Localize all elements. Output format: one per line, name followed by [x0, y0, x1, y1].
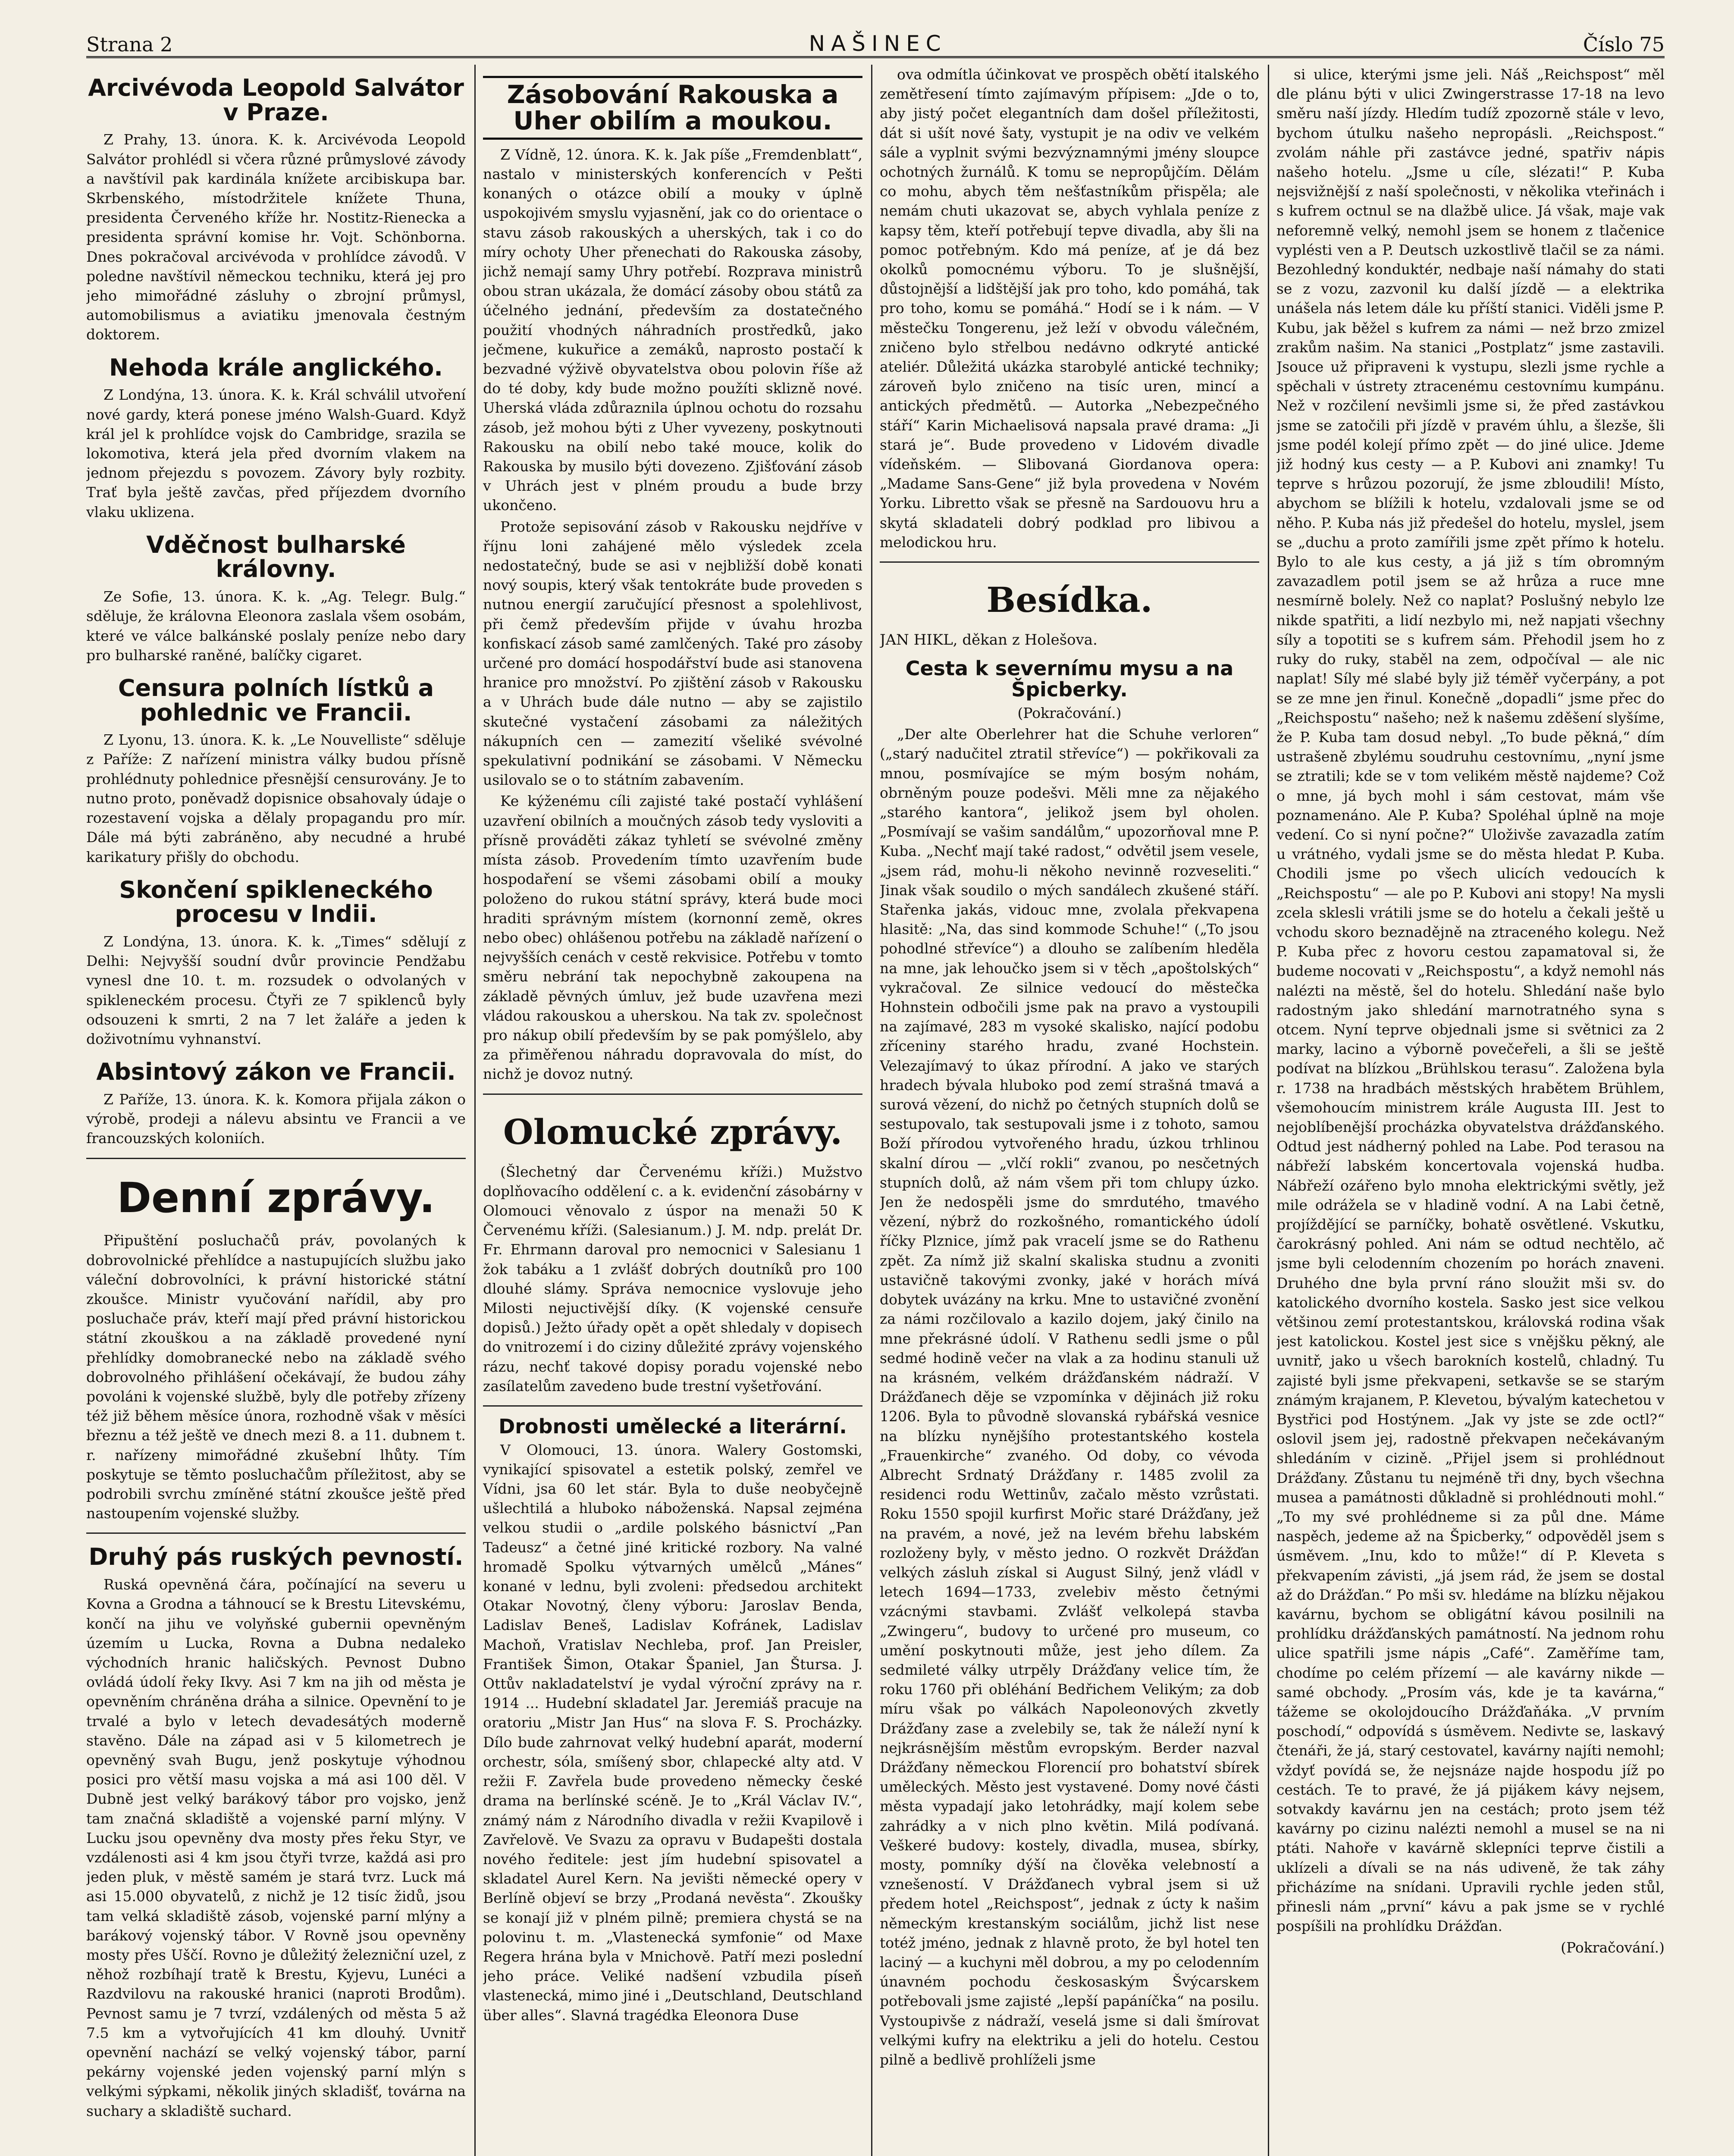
- section-title: Denní zprávy.: [117, 1173, 435, 1222]
- column-2: [483, 65, 862, 2156]
- section-divider: [880, 561, 1259, 563]
- column-1: [86, 65, 466, 2156]
- article-title: Cesta k severnímu mysu a na Špicberky.: [905, 656, 1234, 702]
- article-text: Ze Sofie, 13. února. K. k. „Ag. Telegr. Bulg.“ sděluje, že královna Eleonora zaslala všem osobám, které ve válce balkánské poslaly peníze nebo dary pro bulharské raněné, balíčky cigaret.: [86, 588, 466, 664]
- continuation-note: (Pokračování.): [1561, 1939, 1665, 1956]
- article-text: Z Londýna, 13. února. K. k. Král schválil utvoření nové gardy, která ponese jméno Walsh-Guard. Když král jel k prohlídce vojsk do Cambridge, srazila se lokomotiva, která jela před dvorním vlakem na jednom přejezdu s povozem. Závory byly rozbity. Trať byla ještě zavčas, před příjezdem dvorního vlaku uklizena.: [86, 386, 466, 520]
- section-divider: [483, 1405, 862, 1407]
- article-text: Z Paříže, 13. února. K. k. Komora přijala zákon o výrobě, prodeji a nálevu absintu ve Francii a ve francouzských koloniích.: [86, 1091, 466, 1147]
- article-text: Připuštění posluchačů práv, povolaných k dobrovolnické přehlídce a nastupujících službu jako váleční dobrovolníci, k právní historické státní zkoušce. Ministr vyučování nařídil, aby pro posluchače práv, kteří mají před právní historickou státní zkouškou a na základě provedené nyní přehlídky domobranecké nebo na základě svého dobrovolného přihlášení očekávají, že budou záhy povoláni k vojenské službě, byly dle potřeby zřízeny též již během měsíce února, rozhodně však v měsíci březnu a též ještě ve dnech mezi 8. a 11. dubnem t. r. nařízeny mimořádné zkušební lhůty. Tím poskytuje se těmto posluchačům příležitost, aby se podrobili svrchu zmíněné státní zkoušce ještě před nastoupením vojenské služby.: [86, 1232, 466, 1522]
- article-text: Ruská opevněná čára, počínající na severu u Kovna a Grodna a táhnoucí se k Brestu Litevskému, končí na jihu ve volyňské gubernii opevněným územím u Lucka, Rovna a Dubna nedaleko východních hranic haličských. Pevnost Dubno ovládá údolí řeky Ikvy. Asi 7 km na jih od města je opevněním chráněna dráha a silnice. Opevnění to je trvalé a bylo v letech devadesátých moderně stavěno. Dále na západ asi v 5 kilometrech je opevněný svah Bugu, jenž poskytuje výhodnou posici pro větší masu vojska a má asi 100 děl. V Dubně jest velký barákový tábor pro vojsko, jenž tam značná skladiště a vojenské parní mlýny. V Lucku jsou opevněny dva mosty přes řeku Styr, ve vzdálenosti asi 4 km jsou čtyři tvrze, každá asi pro jeden pluk, v městě samém je stará tvrz. Luck má asi 15.000 obyvatelů, z nichž je 12 tisíc židů, jsou tam velká skladiště zásob, vojenské parní mlýny a barákový vojenský tábor. V Rovně jsou opevněny mosty přes Uščí. Rovno je důležitý železniční uzel, z něhož rozbíhají tratě k Brestu, Kyjevu, Lunéci a Razdvilovu na rakouské hranici (naproti Brodům). Pevnost samu je 7 tvrzí, vzdálených od města 5 až 7.5 km a vytvořujících 41 km dlouhý. Uvnitř opevnění nachází se velký vojenský tábor, parní pekárny vojenské jeden vojenský parní mlýn s velkými sýpkami, několik jiných skladišť, továrna na suchary a skladiště suchard.: [86, 1576, 466, 2119]
- article-byline: JAN HIKL, děkan z Holešova.: [880, 631, 1097, 649]
- newspaper-page: [86, 65, 1665, 2156]
- page-header: [86, 17, 1665, 58]
- article-subtitle: (Pokračování.): [1017, 705, 1122, 721]
- article-title: Absintový zákon ve Francii.: [96, 1058, 456, 1086]
- article-text: V Olomouci, 13. února. Walery Gostomski, vynikající spisovatel a estetik polský, zemřel ve Vídni, jsa 60 let stár. Byla to duše neobyčejně ušlechtilá a hluboko náboženská. Napsal zejména velkou studii o „ardile polského básnictví „Pan Tadeusz“ a četné jiné kritické rozbory. Na valné hromadě Spolku výtvarných umělců „Mánes“ konané v lednu, byli zvoleni: předsedou architekt Otakar Novotný, členy výboru: Jaroslav Benda, Ladislav Beneš, Ladislav Kofránek, Ladislav Machoň, Vratislav Nechleba, prof. Jan Preisler, František Šimon, Otakar Španiel, Jan Štursa. J. Ottův nakladatelství je vydal výroční zprávy na r. 1914 ... Hudební skladatel Jar. Jeremiáš pracuje na oratoriu „Mistr Jan Hus“ na slova F. S. Procházky. Dílo bude zahrnovat velký hudební aparát, moderní orchestr, sóla, smíšený sbor, chlapecké alty atd. V režii F. Zavřela bude provedeno německy české drama na berlínské scéně. Je to „Král Václav IV.“, známý nám z Národního divadla v režii Kvapilově i Zavřelově. Ve Svazu za opravu v Budapešti dostala nového ředitele: jest jím hudební spisovatel a skladatel Aurel Kern. Na jevišti německé opery v Berlíně objeví se brzy „Prodaná nevěsta“. Zkoušky se konají již v plném pilně; premiera chystá se na polovinu t. m. „Vlastenecká symfonie“ od Maxe Regera hrána byla v Mnichově. Patří mezi poslední jeho práce. Veliké nadšení vzbudila píseň vlastenecká, mimo jiné i „Deutschland, Deutschland über alles“. Slavná tragédka Eleonora Duse: [483, 1441, 862, 2024]
- article-title: Vděčnost bulharské královny.: [146, 531, 406, 583]
- article-text: Protože sepisování zásob v Rakousku nejdříve v říjnu loni zahájené mělo výsledek zcela nedostatečný, bude se asi v nejbližší době konati nový soupis, který však tentokráte bude proveden s nutnou energií zaručující přesnost a spolehlivost, při čemž především přijde v úvahu hrozba konfiskací zásob samé zamlčených. Také pro zásoby určené pro domácí hospodářství bude asi stanovena hranice pro množství. Po zjištění zásob v Rakousku a v Uhrách bude dále nutno — aby se zajistilo skutečné vystačení zásobami za náležitých nákupních cen — zamezití všeliké svévolné spekulativní podnikání se zásobami. V Německu usilovalo se o to státním zabavením.: [483, 518, 862, 789]
- article-title: Skončení spikleneckého procesu v Indii.: [119, 876, 433, 928]
- column-3: [880, 65, 1259, 2156]
- masthead-title: NAŠINEC: [809, 31, 947, 56]
- section-divider: [86, 1532, 466, 1534]
- section-divider: [86, 1158, 466, 1159]
- article-text: si ulice, kterými jsme jeli. Náš „Reichspost“ měl dle plánu býti v ulici Zwingerstrasse 17-18 na levo směru naší jízdy. Hledím tudíž zpozorně stále v levo, bychom útulku našeho nepropásli. „Reichspost.“ zvolám náhle při zastávce jedné, spatřiv nápis našeho hotelu. „Jsme u cíle, slézati!“ P. Kuba nejsvižnější z naší společnosti, v několika vteřinách i s kufrem octnul se na dlažbě ulice. Já však, maje vak neforemně velký, nemohl jsem se honem z tlačenice vyplésti ven a P. Deutsch uzkostlivě tlačil se za námi. Bezohledný konduktér, nedbaje naší námahy do stati se z vozu, zazvonil ku další jízdě — a elektrika unášela nás letem dále ku příští stanici. Viděli jsme P. Kubu, jak běžel s kufrem za námi — než brzo zmizel zrakům našim. Na stanici „Postplatz“ jsme zastavili. Jsouce už připraveni k vystupu, slezli jsme rychle a spěchali v ústrety ztracenému cestovnímu kumpánu. Než v rozčilení nevšimli jsme si, že před zastávkou jsme se zatočili při jízdě v pravém úhlu, a šlezše, šli jsme podél kolejí přímo zpět — do jiné ulice. Jdeme již hodný kus cesty — a P. Kubovi ani znamky! Tu teprve s hrůzou pozorují, že jsme zbloudili! Místo, abychom se blížili k hotelu, vzdalovali jsme se od něho. P. Kuba nás již předešel do hotelu, myslel, jsem se „duchu a proto zamířili jsme zpět přímo k hotelu. Bylo to ale kus cesty, a já již s tím obromným zavazadlem potil jsem se až hrůza a ruce mne nesmírně bolely. Než co naplat? Poslušný nebylo lze nikde spatřiti, a lidí nezbylo mi, než napjati všechny síly a topotiti se s kufrem sám. Přehodil jsem ho z ruky do ruky, staběl na zem, odpočíval — ale nic naplat! Síly mé slabé byly již téměř vyčerpány, a pot se ze mne jen řinul. Konečně „dopadli“ jsme přec do „Reichspostu“ našeho; než k našemu zděšení slyšíme, že P. Kuba tam dosud nebyl. „To bude pěkná,“ dím ustrašeně zbylému soudruhu cestovnímu, „nyní jsme se ztratili; kde se v tom velikém městě najdeme? Což o mne, já bych mohl i sám cestovat, mám vše poznamenáno. Ale P. Kuba? Spoléhal úplně na moje vedení. Co si nyní počne?“ Uloživše zavazadla zatím u vrátného, vydali jsme se do města hledat P. Kuba. Chodili jsme po všech ulicích vedoucích k „Reichspostu“ — ale po P. Kubovi ani stopy! Na mysli zcela sklesli vrátili jsme se do hotelu a čekali ještě u vchodu skoro beznadějně na ztraceného kolegu. Než P. Kuba přec z hovoru cestou zapamatoval si, že budeme nocovati v „Reichspostu“, a když nemohl nás nalézti na městě, šel do hotelu. Shledání naše bylo radostným jako shledání marnotratného syna s otcem. Nyní teprve objednali jsme si světnici za 2 marky, lacino a výborně povečeřeli, a šli se ještě podívat na blízkou „Brühlskou terasu“. Založena byla r. 1738 na hradbách městských hrabětem Brühlem, všemohoucím ministrem krále Augusta III. Jest to nejoblíbenější procházka obyvatelstva drážďanského. Odtud jest nádherný pohled na Labe. Pod terasou na nábřeží labském koncertovala vojenská hudba. Nábřeží ozářeno bylo mnoha elektrickými světly, jež mile odrážela se v hladině vodní. A na Labi četně, projíždějící se parníčky, bohatě osvětlené. Vskutku, čarokrásný pohled. Ani nám se odtud nechtělo, ač jsme byli celodenním chozením po horách znaveni. Druhého dne byla první ráno sloužit mši sv. do katolického dvorního kostela. Sasko jest sice velkou většinou zemí protestantskou, královská rodina však jest katolickou. Kostel jest sice s vnějšku pěkný, ale uvnitř, jako u všech barokních kostelů, chladný. Tu zajisté byli jsme překvapeni, setkavše se se starým známým krajanem, P. Klevetou, bývalým katechetou v Bystřici pod Hostýnem. „Jak vy jste se zde octl?“ oslovil jsem jej, radostně překvapen nečekávaným shledáním v cizině. „Přijel jsem si prohlédnout Drážďany. Zůstanu tu nejméně tři dny, bych všechna musea a památnosti důkladně si prohlédnouti mohl.“ „To my své prohlédneme si za půl dne. Máme naspěch, jedeme až na Špicberky,“ odpověděl jsem s úsměvem. „Inu, kdo to může!“ dí P. Kleveta s překvapením závisti, „já jsem rád, že jsem se dostal až do Drážďan.“ Po mši sv. hledáme na blízku nějakou kavárnu, bychom se obligátní kávou posilnili na prohlídku drážďanských památností. Na jednom rohu ulice spatřili jsme nápis „Café“. Zaměříme tam, chodíme po celém přízemí — ale kavárny nikde — samé obchody. „Prosím vás, kde je ta kavárna,“ tážeme se okolojdoucího Drážďaňáka. „V prvním poschodí,“ odpovídá s úsměvem. Nedivte se, laskavý čtenáři, že já, starý cestovatel, kavárny najíti nemohl; vždyť povídá se, že nejsnáze najde hospodu jíž po cestách. Te to pravé, že já pijákem kávy nejsem, sotvakdy kavárnu jen na cestách; proto jsem též kavárny po cizinu nalézti nemohl a musel se na ni ptáti. Nahoře v kavárně sklepníci teprve čistili a uklízeli a dívali se na nás udiveně, že tak záhy přicházíme na snídani. Upravili rychle jeden stůl, přinesli nám „první“ kávu a pak jsme se v rychlé pospíšili na prohlídku Drážďan.: [1276, 66, 1665, 1935]
- column-4: [1276, 65, 1665, 2156]
- article-title: Druhý pás ruských pevností.: [88, 1543, 464, 1571]
- article-title: Drobnosti umělecké a literární.: [499, 1414, 847, 1438]
- column-rule: [474, 65, 476, 2156]
- article-title: Zásobování Rakouska a Uher obilím a moukou.: [483, 76, 862, 140]
- column-rule: [871, 65, 872, 2156]
- article-title: Nehoda krále anglického.: [109, 354, 443, 381]
- article-text: Ke kýženému cíli zajisté také postačí vyhlášení uzavření obilních a moučných zásob tedy vysloviti a přísně prováděti zákaz tyhletí se svévolné změny místa zásob. Provedením tímto uzavřením bude hospodaření se všemi zásobami obilí a mouky položeno do rukou státní správy, která bude moci hraditi správným místem (kornonní země, okres nebo obec) ohlášenou potřebu na základě nařízení o nejvyšších cenách v cestě rekvisice. Potřebu v tomto směru nebrání tak nepochybně zakoupena na základě pěvných úmluv, jež bude uzavřena mezi vládou rakouskou a uherskou. Na tak zv. společnost pro nákup obilí především by se pak pomýšlelo, aby za přiměřenou náhradu dopravovala do míst, do nichž je dovoz nutný.: [483, 793, 862, 1083]
- article-title: Censura polních lístků a pohlednic ve Francii.: [118, 674, 434, 726]
- section-title: Besídka.: [986, 580, 1153, 620]
- article-title: Arcivévoda Leopold Salvátor v Praze.: [88, 74, 464, 126]
- page-number: Strana 2: [86, 33, 173, 56]
- article-text: (Šlechetný dar Červenému kříži.) Mužstvo doplňovacího oddělení c. a k. evidenční zásobárny v Olomouci věnovalo z úspor na menaži 50 K Červenému kříži. (Salesianum.) J. M. ndp. prelát Dr. Fr. Ehrmann daroval pro nemocnici v Salesianu 1 žok tabáku a 1 zvlášť dobrých doutníků pro 100 dlouhé slámy. Správa nemocnice vyslovuje jeho Milosti nejuctivější díky. (K vojenské censuře dopisů.) Ježto úřady opět a opět shledaly v dopisech do vnitrozemí i do ciziny důležité zprávy vojenského rázu, nechť takové dopisy poradu vojenské nebo zasílatelům zavedeno bude trestní vyšetřování.: [483, 1163, 862, 1395]
- section-divider: [483, 1094, 862, 1095]
- article-text: Z Vídně, 12. února. K. k. Jak píše „Fremdenblatt“, nastalo v ministerských konferencích v Pešti konaných o otázce obilí a mouky v úplně uspokojivém smyslu vyjasnění, jak co do orientace o stavu zásob rakouských a uherských, tak i co do míry ochoty Uher přenechati do Rakouska zásoby, jichž nemají samy Uhry potřebí. Rozprava ministrů obou stran ukázala, že domácí zásoby obou států za účelného jednání, především za dostatečného použití vhodných náhradních prostředků, jako ječmene, kukuřice a zemáků, naprosto postačí k bezvadné výživě obyvatelstva obou polovin říše až do té doby, kdy bude možno použíti sklizně nové. Uherská vláda zdůraznila úplnou ochotu do rozsahu zásob, jež mohou býti z Uher vyvezeny, poskytnouti Rakousku na obilí nebo také mouce, kolik do Rakouska by musilo býti dovezeno. Zjišťování zásob v Uhrách jest v plném proudu a bude brzy ukončeno.: [483, 146, 862, 514]
- issue-number: Číslo 75: [1583, 33, 1665, 56]
- article-text: Z Prahy, 13. února. K. k. Arcivévoda Leopold Salvátor prohlédl si včera různé průmyslové závody a navštívil pak kardinála knížete arcibiskupa bar. Skrbenského, místodržitele knížete Thuna, presidenta Červeného kříže hr. Nostitz-Rienecka a presidenta správní komise hr. Vojt. Schönborna. Dnes pokračoval arcivévoda v prohlídce závodů. V poledne navštívil německou techniku, která jej pro jeho mimořádné zásluhy o zbrojní průmysl, automobilismus a aviatiku jmenovala čestným doktorem.: [86, 131, 466, 343]
- article-text: „Der alte Oberlehrer hat die Schuhe verloren“ („starý nadučitel ztratil střevíce“) — pokřikovali za mnou, posmívajíce se mým bosým nohám, obrněným pouze podešvi. Měli mne za nějakého „starého kantora“, jelikož jsem byl oholen. „Posmívají se vašim sandálům,“ upozorňoval mne P. Kuba. „Nechť mají také radost,“ odvětil jsem vesele, „jsem rád, mohu-li někoho nevinně rozveseliti.“ Jinak však soudilo o mých sandálech zkušené stáří. Stařenka jakás, vidouc mne, zvolala překvapena hlasitě: „Na, das sind kommode Schuhe!“ („To jsou pohodlné střevíce“) a dlouho se zalíbením hleděla na mne, jak lehoučko jsem si v těch „apoštolských“ vykračoval. Ze silnice vedoucí do městečka Hohnstein odbočili jsme pak na pravo a vystoupili na zajímavé, 283 m vysoké skalisko, nající podobu zříceniny starého hradu, zvané Hochstein. Velezajímavý to úkaz přírodní. A jako ve starých hradech bývala hluboko pod zemí strašná tmavá a surová vězení, do nichž po četných stupních dolů se sestupovalo, tak sestupovali jsme i z tohoto, samou Boží přírodou vytvořeného hradu, úzkou trhlinou skalní dírou — „vlčí rokli“ zvanou, po nesčetných stupních dolů, až nám všem při tom chlupy úzko. Jen že nedospěli jsme do smrdutého, tmavého vězení, nýbrž do rozkošného, romantického údolí říčky Plznice, jímž pak vracelí jsme se do Rathenu zpět. Za nímž již skalní skaliska studnu a zvoniti ustavičně takovými zvonky, jaké v horách mívá dobytek uvázány na krku. Mne to ustavičné zvonění za námi rozčilovalo a kazilo dojem, jaký činilo na mne překrásné údolí. V Rathenu sedli jsme o půl sedmé hodině večer na vlak a za hodinu stanuli už na krásném, velkém drážďanském nádraží. V Drážďanech děje se vzpomínka v dějinách již roku 1206. Byla to původně slovanská rybářská vesnice na blízku nynějšího protestantského kostela „Frauenkirche“ zvaného. Od doby, co vévoda Albrecht Srdnatý Drážďany r. 1485 zvolil za residenci rodu Wettinův, začalo město vzrůstati. Roku 1550 spojil kurfirst Mořic staré Drážďany, jež na pravém, a nové, jež na levém břehu labském rozloženy byly, v město jedno. O rozkvět Drážďan velkých zásluh získal si August Silný, jenž vládl v letech 1694—1733, zvelebiv město četnými vzácnými stavbami. Zvlášť velkolepá stavba „Zwingeru“, budovy to určené pro museum, co umění poskytnouti může, jest jeho dílem. Za sedmileté války utrpěly Drážďany velice tím, že roku 1760 při obléhání Bedřichem Velikým; za dob míru však po válkách Napoleonových zkvetly Drážďany zase a zvelebily se, tak že náleží nyní k nejkrásnějším městům evropským. Berder nazval Drážďany německou Florencií pro bohatství sbírek uměleckých. Město jest vystavené. Domy nové části města vypadají jako letohrádky, mají kolem sebe zahrádky a v nich plno květin. Milá podívaná. Veškeré budovy: kostely, divadla, musea, sbírky, mosty, pomníky dýší na člověka velebností a vznešeností. V Drážďanech vybral jsem si už předem hotel „Reichspost“, jednak z úcty k našim německým krestanským sociálům, jichž list nese totéž jméno, jednak z hlavně proto, že byl hotel ten laciný — a kuchyni měl dobrou, a my po celodenním únavném pochodu českosaským Švýcarskem potřebovali jsme zajisté „lepší papáníčka“ na posilu. Vystoupivše z nádraží, veselá jsme si dali šmírovat velkými kufry na elektriku a jeli do hotelu. Cestou pilně a bedlivě prohlíželi jsme: [880, 726, 1259, 2068]
- article-text: Z Lyonu, 13. února. K. k. „Le Nouvelliste“ sděluje z Paříže: Z nařízení ministra války budou přísně prohlédnuty pohlednice přesnější censurovány. Je to nutno proto, poněvadž dopisnice obsahovaly údaje o rozestavení vojska a dělaly propagandu pro mír. Dále má býti zabráněno, aby necudné a hrubé karikatury přišly do obchodu.: [86, 731, 466, 865]
- section-title: Olomucké zprávy.: [503, 1111, 843, 1152]
- article-text: ova odmítla účinkovat ve prospěch obětí italského zemětřesení tímto zajímavým přípisem: „Jde o to, aby jistý počet elegantních dam došel příležitosti, dát si ušít nové šaty, vystupit je na odiv ve velkém sále a vyplnit svými bezvýznamnými jmény sloupce ochotných žurnálů. K tomu se nepropůjčím. Dělám co mohu, abych těm nešťastníkům přispěla; ale nemám chuti ukazovat se, abych vyhlala peníze z kapsy těm, kteří potřebují tepve divadla, aby šli na pomoc potřebným. Kdo má peníze, ať je dá bez okolků pomocnému výboru. To je slušnější, důstojnější a lidštější jak pro toho, kdo pomáhá, tak pro toho, komu se pomáhá.“ Hodí se i k nám. — V městečku Tongerenu, jež leží v obvodu válečném, zničeno bylo střelbou nedávno odkryté antické ateliér. Důležitá ukázka starobylé antické techniky; zároveň bylo zničeno na tisíc uren, mincí a antických předmětů. — Autorka „Nebezpečného stáří“ Karin Michaelisová napsala pravé drama: „Ji stará je“. Bude provedeno v Lidovém divadle vídeňském. — Slibovaná Giordanova opera: „Madame Sans-Gene“ již byla provedena v Novém Yorku. Libretto však se přesně na Sardouovu hru a skytá skladateli dobrý podklad pro libivou a melodickou hru.: [880, 66, 1259, 551]
- article-text: Z Londýna, 13. února. K. k. „Times“ sdělují z Delhi: Nejvyšší soudní dvůr provincie Pendžabu vynesl dne 10. t. m. rozsudek o odvolaných v spikleneckém procesu. Čtyři ze 7 spiklenců byly odsouzeni k smrti, 2 na 7 let žaláře a jeden k doživotnímu vyhnanství.: [86, 933, 466, 1048]
- column-rule: [1268, 65, 1269, 2156]
